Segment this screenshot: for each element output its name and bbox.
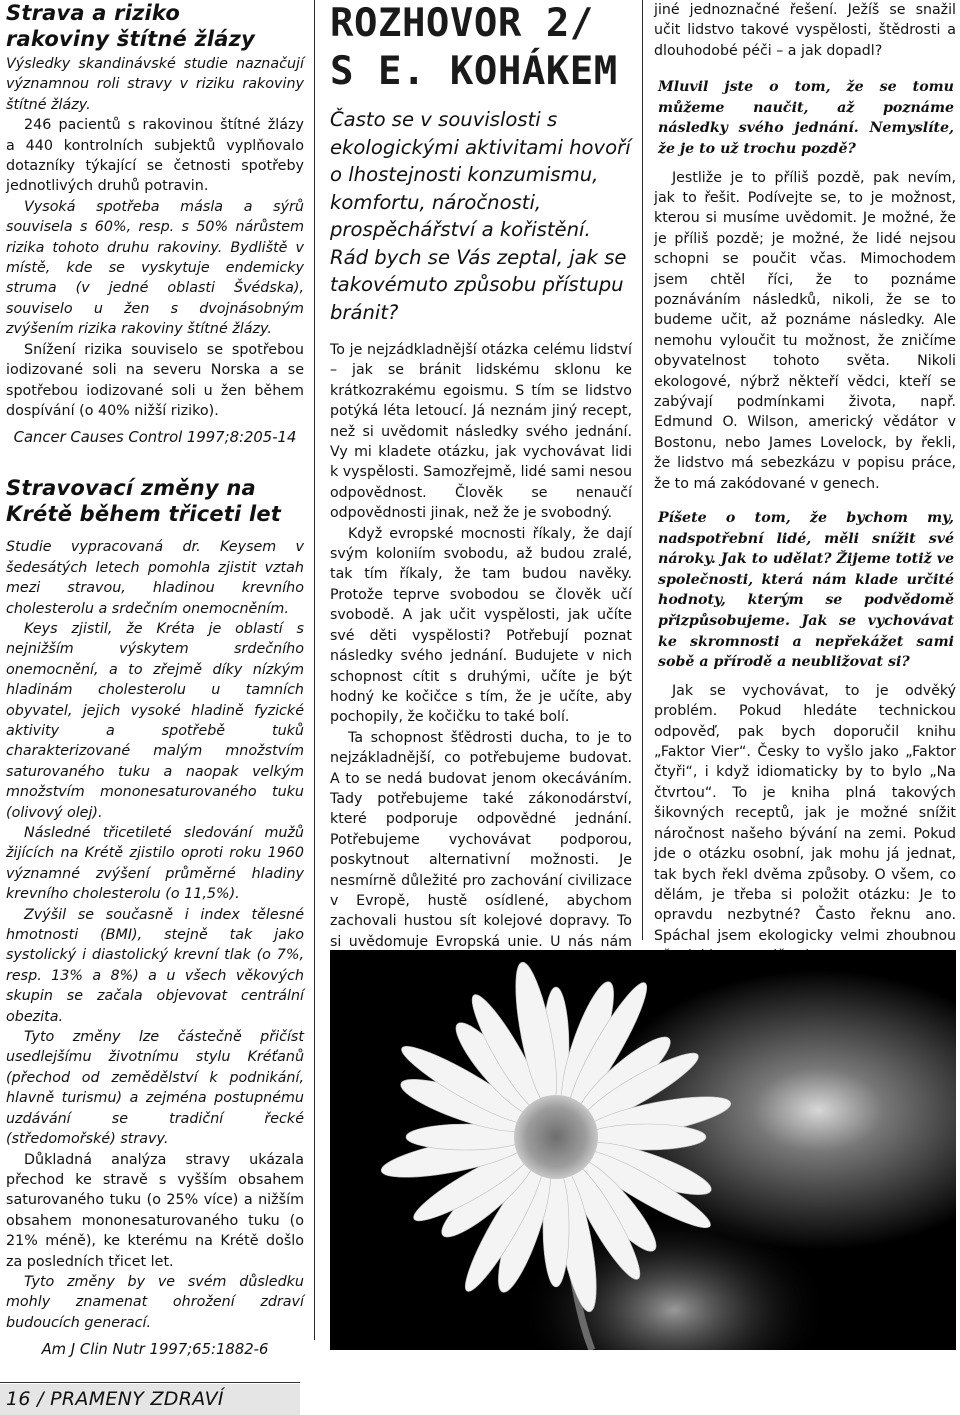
paragraph: Výsledky skandinávské studie naznačují významnou roli stravy v riziku rakoviny štítné žlázy. bbox=[6, 56, 304, 113]
answer-paragraph: Ta schopnost šťědrosti ducha, to je to nejzákladnější, co potřebujeme budovat. A to se nedá budovat jenom okecáváním. Tady potřebujeme také zákonodárství, které podporuje odpovědné jednání. Potřebujeme vychovávat podporou, poskytnout alternativní možnosti. Je nesmírně důležité pro zachování civilizace v Evropě, hustě osídlené, abychom zachovali hustou sít kolejové dopravy. To si uvědomuje Evropská unie. U nás nám bbox=[330, 729, 632, 950]
citation: Cancer Causes Control 1997;8:205-14 bbox=[13, 429, 297, 447]
lead-question: Často se v souvislosti s ekologickými aktivitami hovoří o lhostejnosti konzumismu, komfortu, náročnosti, prospěchářství a kořistění. Rád bych se Vás zeptal, jak se takovémuto způsobu přístupu bránit? bbox=[330, 108, 631, 324]
column-divider bbox=[314, 0, 315, 1340]
paragraph: Studie vypracovaná dr. Keysem v šedesátých letech pomohla zjistit vztah mezi stravou, hladinou krevního cholesterolu a srdečním onemocněním. bbox=[6, 539, 304, 617]
answer-paragraph: To je nejzádkladnější otázka celému lidství – jak se bránit lidskému sklonu ke krátkozrakému egoismu. S tím se lidstvo potýká léta letoucí. Já neznám jiný recept, než si uvědomit následky svého jednání. Vy mi kladete otázku, jak vychovávat lidi k vyspělosti. Samozřejmě, lidé sami nesou odpovědnost. Člověk se nenaučí odpovědnosti jinak, než že je svobodný. bbox=[330, 342, 632, 522]
citation: Am J Clin Nutr 1997;65:1882-6 bbox=[41, 1341, 269, 1359]
answer-paragraph: Jestliže je to příliš pozdě, pak nevím, jak to řešit. Podívejte se, to je možnost, kterou si musíme uvědomit. Je možné, že je příliš pozdě; je možné, že lidé nejsou schopni se poučit včas. Mimochodem jsem chtěl říci, že to poznáme poznáváním následků, nikoli, že se to budeme učit, až poznáme následky. Ale nemohu vyloučit tu možnost, že zničíme obyvatelnost tohoto světa. Nikoli ekologové, nýbrž někteří vědci, kteří se zabývají podmínkami života, např. Edmund O. Wilson, americký vědátor v Bostonu, nebo James Lovelock, by řekli, že lidstvo má sebezkázu v popisu práce, že to má zakódované v genech. bbox=[654, 169, 956, 492]
paragraph: Tyto změny lze částečně přičíst usedlejšímu životnímu stylu Kréťanů (přechod od zemědělství k podnikání, hlavně turismu) a zejména postupnému uzdávání se tradiční řecké (středomořské) stravy. bbox=[6, 1029, 304, 1148]
left-column bbox=[6, 0, 304, 1361]
daisy-center bbox=[514, 1095, 598, 1179]
paragraph: Zvýšil se současně i index tělesné hmotnosti (BMI), stejně tak jako systolický i diastolický krevní tlak (o 7%, resp. 13% a 8%) a u všech věkových skupin se začala objevovat centrální obezita. bbox=[6, 906, 304, 1025]
article-title bbox=[6, 0, 304, 52]
paragraph: Tyto změny by ve svém důsledku mohly znamenat ohrožení zdraví budoucích generací. bbox=[6, 1273, 304, 1331]
page-footer: 16 / PRAMENY ZDRAVÍ bbox=[0, 1384, 300, 1415]
title-line: Krétě během třiceti let bbox=[6, 502, 282, 527]
paragraph: Důkladná analýza stravy ukázala přechod ke stravě s vyšším obsahem saturovaného tuku (o 25% více) a nižším obsahem mononesaturovaného tuku (o 21% méně), ke kterému na Krétě došlo za posledních třicet let. bbox=[6, 1151, 304, 1270]
footer-rule bbox=[0, 1382, 300, 1383]
answer-paragraph: Když evropské mocnosti říkaly, že dají svým koloniím svobodu, až budou zralé, tak tím říkaly, že tam budou navěky. Protože teprve svobodou se člověk učí svobodě. A jak učit vyspělosti, jak učíte své děti vyspělosti? Potřebují poznat následky svého jednání. Budujete v nich schopnost cítit s druhými, učíte je být hodný ke kočičce s tím, že je učíte, aby pochopily, že kočičku to také bolí. bbox=[330, 525, 632, 726]
interview-column bbox=[330, 0, 632, 993]
daisy-photo bbox=[330, 950, 956, 1350]
title-line: Strava a riziko bbox=[6, 1, 180, 25]
paragraph: Keys zjistil, že Kréta je oblastí s nejnižším výskytem srdečního onemocnění, a to zřejmě díky nízkým hladinám cholesterolu u tamních obyvatel, jejich vysoké hladině fyzické aktivity a spotřebě tuků charakterizované malým množstvím saturovaného tuku a naopak velkým množstvím mononesaturovaného tuku (olivový olej). bbox=[6, 620, 304, 821]
article-crete bbox=[6, 475, 304, 1361]
interview-question: Mluvil jste o tom, že se tomu můžeme naučit, až poznáme následky svého jednání. Nemyslíte, že je to už trochu pozdě? bbox=[658, 79, 954, 157]
interview-question: Píšete o tom, že bychom my, nadspotřební lidé, měli snížit své nároky. Jak to udělat? Žijeme totiž ve společnosti, která nám klade určité hodnoty, kterým se podvědomě přizpůsobujeme. Jak se vychovávat ke skromnosti a nepřekážet sami sobě a přírodě a neubližovat si? bbox=[658, 510, 954, 671]
answer-paragraph: jiné jednoznačné řešení. Ježíš se snažil učit lidstvo takové vyspělosti, štědrosti a dlouhodobé péči – a jak dopadl? bbox=[654, 2, 956, 59]
article-title bbox=[6, 475, 304, 527]
article-thyroid bbox=[6, 0, 304, 449]
paragraph: Následné třicetileté sledování mužů žijících na Krétě zjistilo oproti roku 1960 významné zvýšení průměrné hladiny krevního cholesterolu (o 11,5%). bbox=[6, 825, 304, 903]
interview-title: ROZHOVOR 2/ S E. KOHÁKEM bbox=[330, 1, 618, 94]
paragraph: Vysoká spotřeba másla a sýrů souvisela s 60%, resp. s 50% nárůstem rizika tohoto druhu rakoviny. Bydliště v místě, kde se vyskytuje endemicky struma (v jedné oblasti Švédska), souviselo u žen s dvojnásobným zvýšením rizika rakoviny štítné žlázy. bbox=[6, 198, 304, 338]
answer-paragraph: Jak se vychovávat, to je odvěký problém. Pokud hledáte technickou odpověď, pak bych doporučil knihu „Faktor Vier“. Česky to vyšlo jako „Faktor čtyři“, i když idiomaticky by to bylo „Na čtvrtou“. To je kniha plná takových šikovných receptů, jak je možné snížit náročnost našeho bývání na zemi. Pokud jde o otázku osobní, jak mohu já jednat, tak bych řekl dvěma způsoby. O všem, co dělám, je třeba si položit otázku: Je to opravdu nezbytné? Často řeknu ano. Spáchal jsem ekologicky velmi zhoubnou bbox=[654, 682, 956, 944]
interview-continued-column bbox=[654, 0, 956, 967]
title-line: Stravovací změny na bbox=[6, 476, 256, 501]
paragraph: Snížení rizika souviselo se spotřebou iodizované soli na severu Norska a se spotřebou iodizované soli u žen během dospívání (o 40% nižší riziko). bbox=[6, 341, 304, 419]
title-line: rakoviny štítné žlázy bbox=[6, 27, 255, 51]
paragraph: 246 pacientů s rakovinou štítné žlázy a 440 kontrolních subjektů vyplňovalo dotazníky týkající se četnosti spotřeby jednotlivých druhů potravin. bbox=[6, 117, 304, 195]
column-divider bbox=[642, 0, 643, 940]
